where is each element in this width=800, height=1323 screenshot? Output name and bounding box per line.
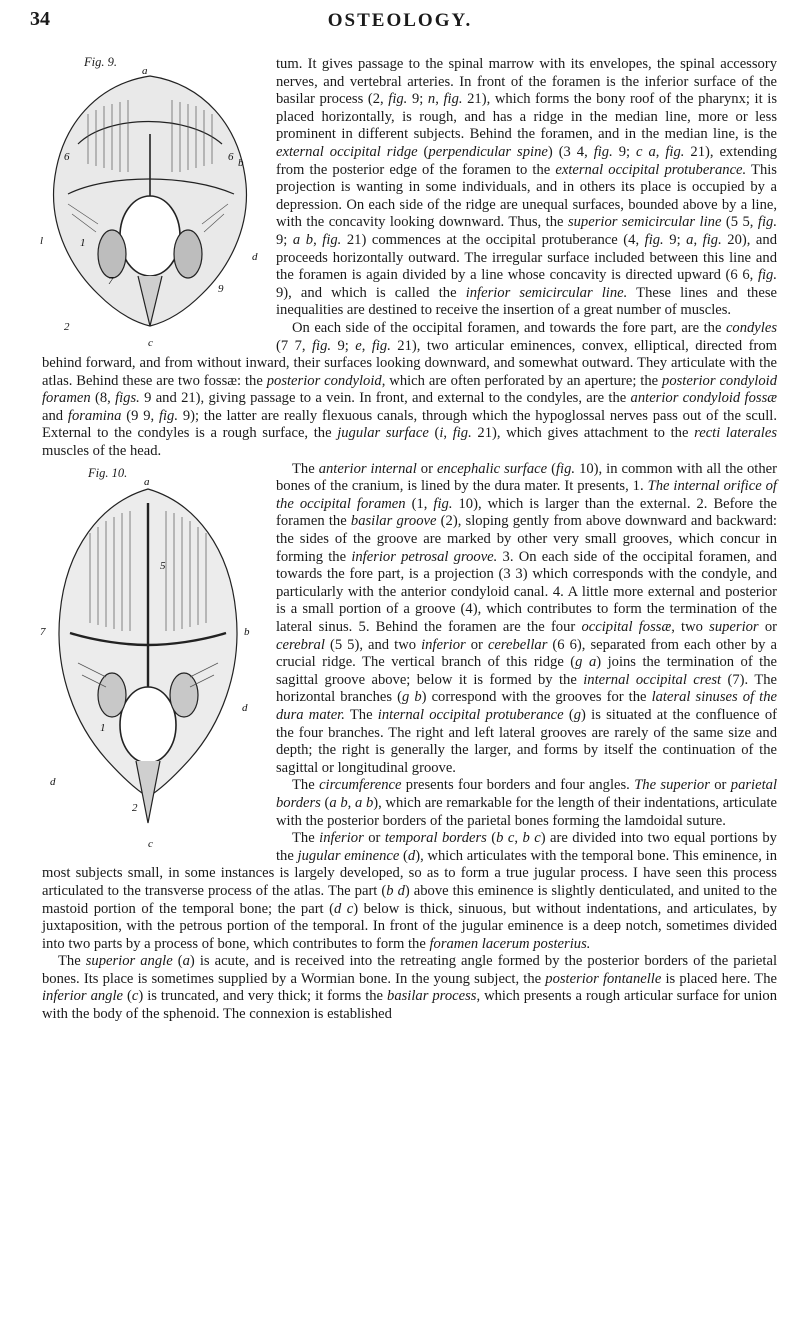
paragraph-3: The anterior internal or encephalic surface (fig. 10), in common with all the other bones of the cranium, is lined by the dura mater. It presents, 1. The internal orifice of the occipital foramen (1, fig. 10), which is larger than the external. 2. Before the foramen the basilar groove (2), sloping gently from above downward and backward: the sides of the groove are marked by other very small grooves, which concur in forming the inferior petrosal groove. 3. On each side of the occipital foramen, and towards the fore part, is a projection (3 3) which corresponds with the condyle, and particularly with the anterior condyloid canal. 4. A little more external and posterior is a small portion of a groove (4), which contributes to form the termination of the lateral sinus. 5. Behind the foramen are the four occipital fossæ, two superior or cerebral (5 5), and two inferior or cerebellar (6 6), separated from each other by a crucial ridge. The vertical branch of this ridge (g a) joins the termination of the sagittal groove above; below it is formed by the internal occipital crest (7). The horizontal branches (g b) correspond with the grooves for the lateral sinuses of the dura mater. The internal occipital protuberance (g) is situated at the confluence of the four branches. The right and left lateral grooves are rarely of the same size and depth; the right is generally the larger, and forms by itself the continuation of the sagittal or longitudinal groove.	[276, 460, 778, 776]
figure-9-number-2: 2	[64, 321, 70, 333]
figure-10-number-7: 7	[40, 625, 46, 638]
figure-10-number-1: 1	[100, 721, 106, 734]
running-title: OSTEOLOGY.	[327, 10, 473, 31]
figure-9-number-6b: 6	[228, 151, 234, 163]
figure-10-number-2: 2	[132, 801, 138, 814]
figure-9-letter-c: c	[148, 337, 153, 349]
figure-9-number-6: 6	[64, 151, 70, 163]
figure-9-occipital-external	[38, 54, 264, 352]
paragraph-2: On each side of the occipital foramen, and towards the fore part, are the condyles (7 7, fig. 9; e, fig. 21), two articular eminences, convex, elliptical, directed from behind forward, and from without inward, their surfaces looking downward, and somewhat outward. They articulate with the atlas. Behind these are two fossæ: the posterior condyloid, which are often perforated by an aperture; the posterior condyloid foramen (8, figs. 9 and 21), giving passage to a vein. In front, and external to the condyles, are the anterior condyloid fossæ and foramina (9 9, fig. 9); the latter are really flexuous canals, through which the hypoglossal nerves pass out of the scull. External to the condyles is a rough surface, the jugular surface (i, fig. 21), which gives attachment to the recti laterales muscles of the head.	[42, 319, 778, 460]
figure-9-number-7: 7	[108, 275, 114, 287]
paragraph-4: The circumference presents four borders and four angles. The superior or parietal borders (a b, a b), which are remarkable for the length of their indentations, articulate with the posterior borders of the parietal bones forming the lamdoidal suture.	[276, 777, 777, 829]
figure-9-caption: Fig. 9.	[84, 55, 117, 69]
figure-9-number-9: 9	[218, 283, 224, 295]
figure-10-letter-a: a	[144, 475, 150, 488]
figure-10-occipital-internal	[36, 463, 266, 855]
figure-10-number-5: 5	[160, 559, 166, 572]
figure-9-number-1: 1	[80, 237, 86, 249]
figure-9-letter-d: d	[252, 251, 258, 263]
figure-10-engraving	[36, 463, 266, 855]
page-number: 34	[30, 8, 50, 30]
body-text	[42, 56, 777, 1024]
figure-9-letter-a: a	[142, 65, 148, 77]
figure-10-letter-d: d	[242, 701, 248, 714]
figure-9-letter-l: l	[40, 235, 44, 247]
figure-9-letter-b: b	[238, 157, 244, 169]
figure-10-letter-d2: d	[50, 775, 56, 788]
figure-10-letter-c: c	[148, 837, 153, 850]
paragraph-1: tum. It gives passage to the spinal marrow with its envelopes, the spinal accessory nerves, and vertebral arteries. In front of the foramen is the inferior surface of the basilar process (2, fig. 9; n, fig. 21), which forms the bony roof of the pharynx; it is placed horizontally, is rough, and has a ridge in the median line, more or less prominent in different subjects. Behind the foramen, and in the median line, is the external occipital ridge (perpendicular spine) (3 4, fig. 9; c a, fig. 21), extending from the posterior edge of the foramen to the external occipital protuberance. This projection is wanting in some individuals, and in others its place is occupied by a depression. On each side of the ridge are unequal surfaces, bounded above by a line, with the concavity looking downward. Thus, the superior semicircular line (5 5, fig. 9; a b, fig. 21) commences at the occipital protuberance (4, fig. 9; a, fig. 20), and proceeds horizontally outward. The irregular surface included between this line and the foramen is again divided by a line whose concavity is directed upward (6 6, fig. 9), and which is called the inferior semicircular line. These lines and these inequalities are destined to receive the insertion of a great number of muscles.	[276, 56, 778, 319]
paragraph-6: The superior angle (a) is acute, and is received into the retreating angle formed by the posterior borders of the parietal bones. Its place is sometimes supplied by a Wormian bone. In the young subject, the posterior fontanelle is placed here. The inferior angle (c) is truncated, and very thick; it forms the basilar process, which presents a rough articular surface for union with the body of the sphenoid. The connexion is established	[42, 953, 778, 1023]
figure-9-engraving	[38, 54, 264, 352]
figure-10-letter-b: b	[244, 625, 250, 638]
paragraph-5: The inferior or temporal borders (b c, b c) are divided into two equal portions by the jugular eminence (d), which articulates with the temporal bone. This eminence, in most subjects small, in some instances is largely developed, so as to form a true jugular process. I have seen this process articulated to the transverse process of the atlas. The part (b d) above this eminence is slightly denticulated, and united to the mastoid portion of the temporal bone; the part (d c) below is thick, sinuous, but without indentations, and articulates, by juxtaposition, with the petrous portion of the temporal. In front of the jugular eminence is a deep notch, sometimes divided into two parts by a process of bone, which contributes to form the foramen lacerum posterius.	[42, 830, 778, 952]
figure-10-caption: Fig. 10.	[88, 465, 128, 480]
